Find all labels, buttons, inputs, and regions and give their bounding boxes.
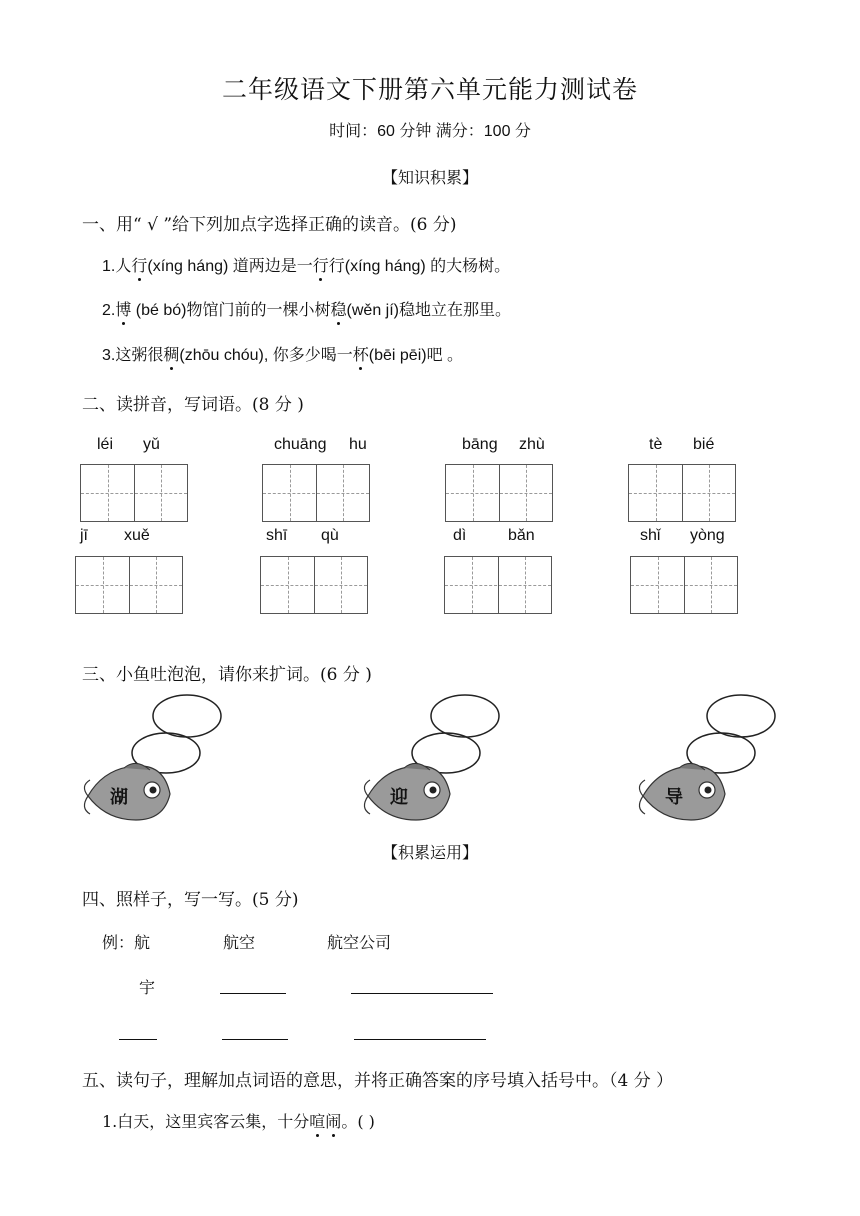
q5-line1 bbox=[102, 1109, 375, 1132]
answer-blank[interactable] bbox=[351, 993, 493, 994]
pinyin: yòng bbox=[690, 527, 725, 544]
q1-heading: 一、用“ √ ”给下列加点字选择正确的读音。(6 分) bbox=[82, 215, 457, 235]
q4-given-char: 宇 bbox=[139, 978, 156, 997]
fish-character: 导 bbox=[665, 787, 683, 808]
q1-line1 bbox=[102, 253, 510, 276]
writing-grid[interactable] bbox=[445, 464, 553, 522]
answer-blank[interactable] bbox=[220, 993, 286, 994]
section-application: 【积累运用】 bbox=[381, 843, 478, 862]
bubble-answer[interactable] bbox=[431, 695, 499, 737]
q1-l2-e: (wěn jí)稳地立在那里。 bbox=[346, 302, 511, 319]
q5-l1-dotted2: 闹 bbox=[325, 1109, 341, 1132]
pinyin: dì bbox=[453, 527, 467, 544]
q1-line3 bbox=[102, 342, 463, 365]
q5-heading: 五、读句子，理解加点词语的意思，并将正确答案的序号填入括号中。（4 分 ） bbox=[82, 1071, 674, 1091]
pinyin: bāng bbox=[462, 436, 498, 453]
q1-l1-dotted2: 行 bbox=[313, 253, 329, 276]
pinyin: qù bbox=[321, 527, 339, 544]
q2-heading: 二、读拼音，写词语。(8 分 ) bbox=[82, 395, 304, 415]
fish-bubbles-1 bbox=[80, 690, 240, 825]
q1-l2-c: (bé bó)物馆门前的一棵小树 bbox=[131, 302, 331, 319]
pinyin: zhù bbox=[519, 436, 545, 453]
q1-l2-dotted2: 稳 bbox=[331, 297, 347, 320]
fish-bubbles-2 bbox=[360, 690, 520, 825]
section-knowledge: 【知识积累】 bbox=[381, 168, 478, 187]
q1-l1-c: (xíng háng) 道两边是一 bbox=[147, 258, 313, 275]
pinyin: bǎn bbox=[508, 527, 535, 544]
writing-grid[interactable] bbox=[80, 464, 188, 522]
pinyin: tè bbox=[649, 436, 663, 453]
pinyin: jī bbox=[80, 527, 88, 544]
q1-l1-a: 1.人 bbox=[102, 258, 132, 275]
q5-l1-dotted: 喧 bbox=[309, 1109, 325, 1132]
q1-l2-a: 2. bbox=[102, 302, 116, 319]
pinyin: xuě bbox=[124, 527, 150, 544]
page-title: 二年级语文下册第六单元能力测试卷 bbox=[221, 75, 638, 104]
exam-info: 时间：60 分钟 满分：100 分 bbox=[329, 123, 531, 140]
q1-line2 bbox=[102, 297, 511, 320]
pinyin: yǔ bbox=[143, 436, 160, 453]
writing-grid[interactable] bbox=[628, 464, 736, 522]
q5-l1-answer[interactable]: 。( ) bbox=[341, 1112, 375, 1131]
q3-heading: 三、小鱼吐泡泡，请你来扩词。(6 分 ) bbox=[82, 665, 372, 685]
writing-grid[interactable] bbox=[444, 556, 552, 614]
q1-l2-dotted: 博 bbox=[115, 297, 131, 320]
q5-l1-a: 1.白天，这里宾客云集，十分 bbox=[102, 1112, 310, 1131]
pinyin: shī bbox=[266, 527, 288, 544]
answer-blank[interactable] bbox=[354, 1039, 486, 1040]
q1-l3-dotted: 稠 bbox=[163, 342, 179, 365]
q4-example-word: 航空 bbox=[223, 933, 256, 952]
bubble-answer[interactable] bbox=[153, 695, 221, 737]
q4-example-phrase: 航空公司 bbox=[327, 933, 392, 952]
writing-grid[interactable] bbox=[630, 556, 738, 614]
pinyin: bié bbox=[693, 436, 715, 453]
q1-l3-dotted2: 杯 bbox=[353, 342, 369, 365]
fish-bubbles-3 bbox=[635, 690, 795, 825]
q1-l1-e: 行(xíng háng) 的大杨树。 bbox=[328, 258, 511, 275]
fish-character: 迎 bbox=[390, 787, 408, 808]
pinyin: chuāng bbox=[274, 436, 327, 453]
pinyin: shǐ bbox=[640, 527, 661, 544]
writing-grid[interactable] bbox=[262, 464, 370, 522]
pinyin: hu bbox=[349, 436, 367, 453]
q1-l3-e: (bēi pēi)吧 。 bbox=[368, 347, 464, 364]
writing-grid[interactable] bbox=[260, 556, 368, 614]
q4-heading: 四、照样子，写一写。(5 分) bbox=[82, 890, 299, 910]
pinyin: léi bbox=[97, 436, 114, 453]
q1-l3-c: (zhōu chóu), 你多少喝一 bbox=[179, 347, 353, 364]
q1-l1-dotted: 行 bbox=[131, 253, 147, 276]
writing-grid[interactable] bbox=[75, 556, 183, 614]
answer-blank[interactable] bbox=[119, 1039, 157, 1040]
q1-l3-a: 3.这粥很 bbox=[102, 347, 164, 364]
fish-character: 湖 bbox=[110, 787, 128, 808]
q4-example-label: 例：航 bbox=[102, 933, 151, 952]
answer-blank[interactable] bbox=[222, 1039, 288, 1040]
bubble-answer[interactable] bbox=[707, 695, 775, 737]
